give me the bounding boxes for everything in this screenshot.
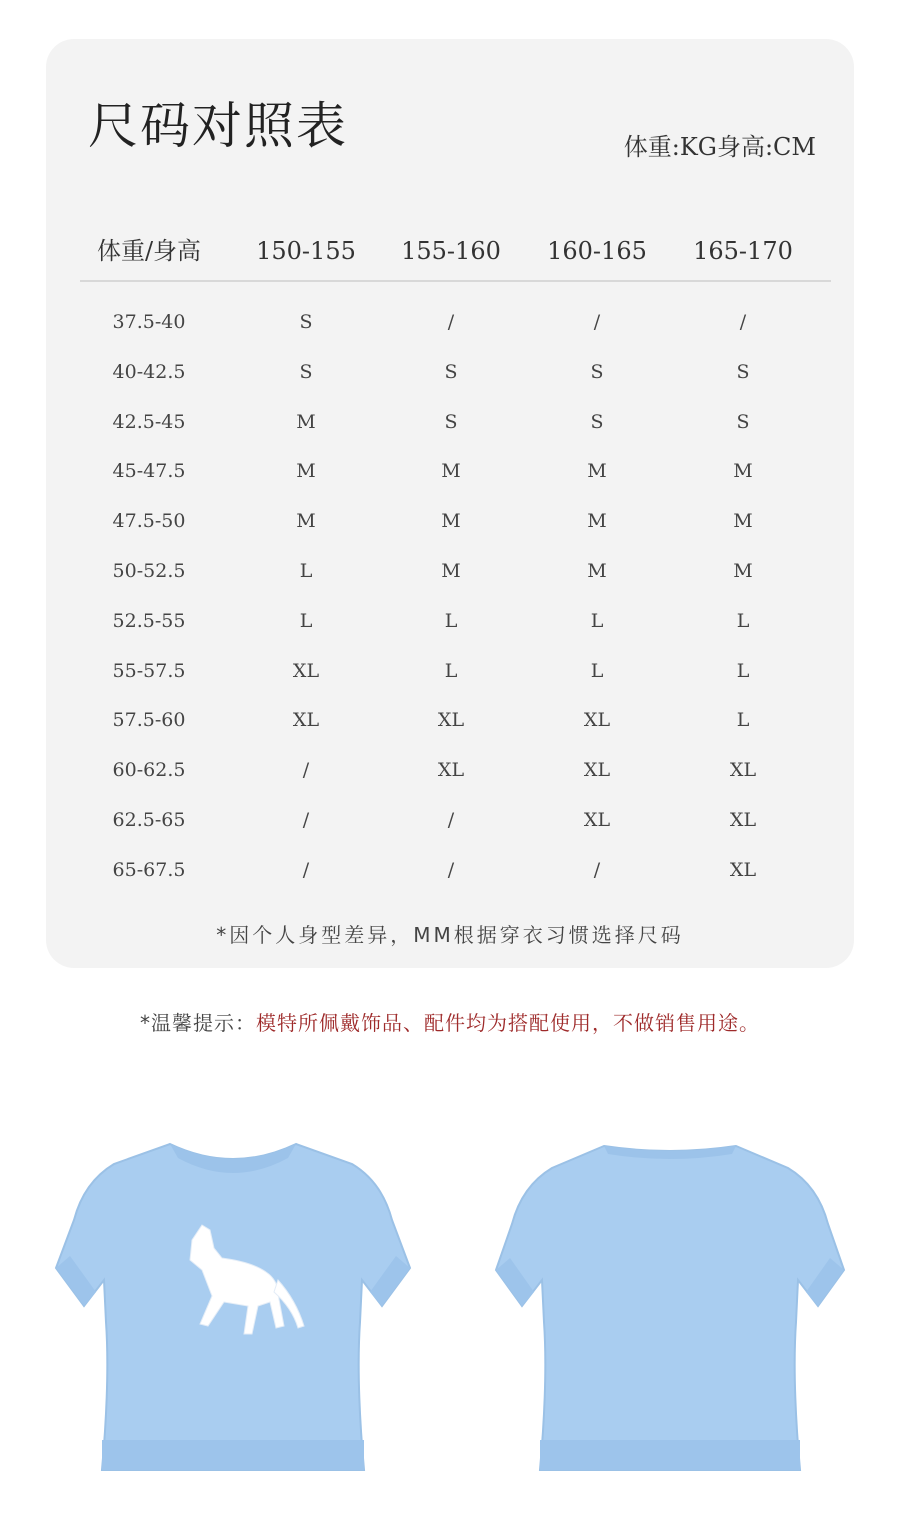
table-header	[46, 231, 854, 271]
header-col-4: 165-170	[693, 237, 793, 265]
size-cell: XL	[583, 809, 611, 831]
size-cell: L	[736, 709, 750, 732]
size-cell: XL	[729, 759, 757, 782]
header-col-3: 160-165	[547, 237, 647, 265]
size-cell: M	[296, 460, 316, 483]
table-row	[46, 656, 854, 686]
size-cell: L	[736, 609, 750, 632]
fit-note: *因个人身型差异，MM根据穿衣习惯选择尺码	[216, 923, 684, 947]
size-cell: M	[441, 460, 461, 483]
table-row	[46, 456, 854, 486]
page-title: 尺码对照表	[88, 97, 348, 155]
weight-range-cell: 47.5-50	[112, 510, 186, 533]
size-cell: M	[733, 560, 753, 582]
size-cell: XL	[583, 709, 611, 732]
table-row	[46, 606, 854, 636]
weight-range-cell: 55-57.5	[112, 659, 186, 682]
size-cell: XL	[729, 858, 757, 881]
size-cell: M	[587, 560, 607, 582]
size-cell: S	[444, 360, 458, 383]
size-cell: L	[444, 609, 458, 632]
warm-tip	[0, 1007, 900, 1036]
table-row	[46, 805, 854, 835]
table-row	[46, 705, 854, 735]
size-cell: M	[296, 510, 316, 533]
size-cell: L	[299, 560, 313, 582]
size-cell: XL	[583, 759, 611, 782]
size-cell: M	[733, 510, 753, 533]
size-cell: XL	[437, 759, 465, 782]
weight-range-cell: 52.5-55	[112, 609, 186, 632]
size-cell: XL	[729, 809, 757, 831]
size-cell: /	[447, 858, 455, 881]
size-cell: M	[587, 510, 607, 533]
size-cell: XL	[292, 659, 320, 682]
size-cell: L	[590, 609, 604, 632]
header-col-1: 150-155	[256, 237, 356, 265]
header-divider	[80, 280, 831, 282]
size-cell: L	[444, 659, 458, 682]
table-row	[46, 755, 854, 785]
size-cell: M	[733, 460, 753, 483]
tip-text: 模特所佩戴饰品、配件均为搭配使用，不做销售用途。	[256, 1011, 760, 1035]
weight-range-cell: 42.5-45	[112, 410, 186, 433]
size-cell: S	[299, 311, 313, 333]
size-cell: S	[444, 410, 458, 433]
size-cell: /	[447, 311, 455, 333]
weight-range-cell: 45-47.5	[112, 460, 186, 483]
size-cell: /	[447, 809, 455, 831]
header-col-2: 155-160	[401, 237, 501, 265]
size-cell: S	[736, 410, 750, 433]
size-cell: /	[593, 858, 601, 881]
size-cell: M	[587, 460, 607, 483]
sweater-back-image	[492, 1130, 848, 1475]
size-cell: L	[736, 659, 750, 682]
weight-range-cell: 40-42.5	[112, 360, 186, 383]
size-cell: S	[590, 410, 604, 433]
weight-range-cell: 60-62.5	[112, 759, 186, 782]
tip-label: *温馨提示：	[140, 1011, 256, 1035]
size-cell: XL	[437, 709, 465, 732]
size-cell: /	[739, 311, 747, 333]
size-cell: S	[299, 360, 313, 383]
size-cell: L	[590, 659, 604, 682]
unit-label: 体重:KG身高:CM	[623, 133, 816, 161]
size-cell: L	[299, 609, 313, 632]
size-chart-card	[46, 39, 854, 968]
table-row	[46, 556, 854, 586]
weight-range-cell: 62.5-65	[112, 809, 186, 831]
size-cell: XL	[292, 709, 320, 732]
size-cell: M	[441, 560, 461, 582]
table-row	[46, 407, 854, 437]
size-cell: M	[441, 510, 461, 533]
weight-range-cell: 50-52.5	[112, 560, 186, 582]
table-row	[46, 506, 854, 536]
weight-range-cell: 57.5-60	[112, 709, 186, 732]
size-cell: S	[736, 360, 750, 383]
size-cell: M	[296, 410, 316, 433]
weight-range-cell: 65-67.5	[112, 858, 186, 881]
size-cell: /	[302, 759, 310, 782]
header-weight-height: 体重/身高	[96, 237, 202, 265]
size-cell: /	[593, 311, 601, 333]
table-row	[46, 855, 854, 885]
sweater-front-image	[52, 1130, 414, 1475]
weight-range-cell: 37.5-40	[112, 311, 186, 333]
table-row	[46, 357, 854, 387]
size-cell: /	[302, 809, 310, 831]
table-row	[46, 307, 854, 337]
size-cell: /	[302, 858, 310, 881]
size-cell: S	[590, 360, 604, 383]
